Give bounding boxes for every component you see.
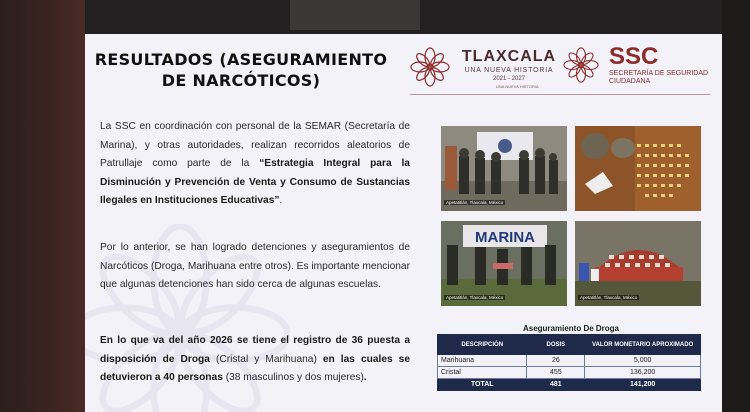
cell-drug-name: Marihuana	[438, 355, 527, 367]
table-row	[438, 355, 701, 367]
title-line-2: DE NARCÓTICOS)	[161, 71, 321, 90]
tlaxcala-tagline: UNA NUEVA HISTORIA	[464, 67, 554, 74]
photo-caption-4: Apetatitlán, Tlaxcala, México	[580, 295, 638, 300]
tlaxcala-wordmark: TLAXCALA	[461, 48, 557, 65]
small-tagline: UNA NUEVA HISTORIA	[496, 84, 539, 89]
p3-bold-c: .	[363, 372, 367, 383]
tlaxcala-brand	[455, 48, 563, 83]
ssc-line-2: CIUDADANA	[609, 78, 651, 85]
table-header-row	[438, 335, 701, 355]
tlaxcala-flower-logo-icon	[410, 47, 450, 87]
ssc-flower-logo-icon	[563, 47, 599, 83]
photo-patrol-group	[441, 126, 567, 211]
photo-seized-evidence	[575, 221, 701, 306]
drug-seizure-table	[437, 334, 701, 391]
cell-doses: 455	[527, 367, 585, 379]
header-doses: DOSIS	[527, 335, 585, 355]
cell-total-label: TOTAL	[438, 379, 527, 391]
ssc-brand	[609, 44, 719, 86]
p3-text-b: (38 masculinos y dos mujeres)	[222, 372, 364, 383]
photo-seized-drugs	[575, 126, 701, 211]
ssc-wordmark: SSC	[609, 43, 659, 70]
ssc-line-1: SECRETARÍA DE SEGURIDAD	[609, 70, 709, 77]
cell-total-doses: 481	[527, 379, 585, 391]
cell-value: 5,000	[585, 355, 701, 367]
cell-doses: 26	[527, 355, 585, 367]
title-line-1: RESULTADOS (ASEGURAMIENTO	[94, 50, 388, 69]
presentation-slide	[85, 34, 722, 412]
banner-text: MARINA	[475, 229, 535, 246]
p3-text-a: (Cristal y Marihuana)	[209, 353, 323, 365]
p3-bold-b: en las cuales se detuvieron a 40 personas	[100, 353, 410, 383]
photo-marina-banner	[441, 221, 567, 306]
table-total-row	[438, 379, 701, 391]
slide-title	[91, 49, 391, 91]
cell-drug-name: Cristal	[438, 367, 527, 379]
room-object	[290, 0, 420, 30]
paragraph-strategy	[100, 118, 410, 211]
header-divider	[410, 94, 710, 95]
header-description: DESCRIPCIÓN	[438, 335, 527, 355]
cell-value: 136,200	[585, 367, 701, 379]
p1-text-a: La SSC en coordinación con personal de la SEMAR (Secretaría de Marina), y otras autoridades, realizan recorridos aleatorios de Patrullaje como parte de la	[100, 121, 410, 169]
cell-total-value: 141,200	[585, 379, 701, 391]
paragraph-stats	[100, 332, 410, 388]
p1-strategy-name: “Estrategia Integral para la Disminución y Prevención de Venta y Consumo de Sustancias Ilegales en Instituciones Educativas”	[100, 158, 410, 206]
header-value: VALOR MONETARIO APROXIMADO	[585, 335, 701, 355]
paragraph-detentions: Por lo anterior, se han logrado detenciones y aseguramientos de Narcóticos (Droga, Marihuana entre otros). Es importante mencionar que algunas detenciones han sido cerca de algunas escuelas.	[100, 242, 410, 290]
tlaxcala-years: 2021 - 2027	[492, 76, 526, 82]
p1-text-b: .	[279, 195, 283, 206]
table-row	[438, 367, 701, 379]
photo-caption-3: Apetatitlán, Tlaxcala, México	[446, 295, 504, 300]
room-wall-left	[0, 0, 85, 412]
room-wall-right	[722, 0, 750, 412]
photo-caption-1: Apetatitlán, Tlaxcala, México	[446, 200, 504, 205]
table-title: Aseguramiento De Droga	[522, 324, 620, 333]
p3-bold-a: En lo que va del año 2026 se tiene el registro de 36 puesta a disposición de Droga	[100, 335, 410, 365]
